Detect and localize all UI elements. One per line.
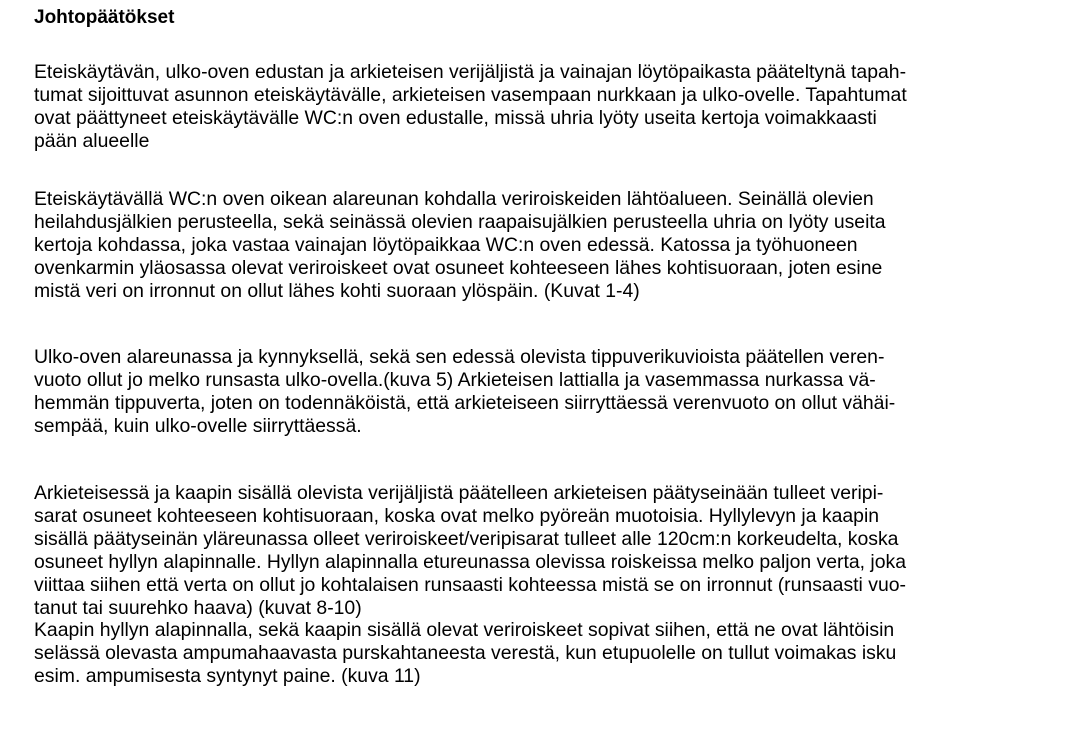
paragraph-3: [34, 346, 895, 438]
text-line: mistä veri on irronnut on ollut lähes kohti suoraan ylöspäin. (Kuvat 1-4): [34, 279, 640, 302]
text-line: ovat päättyneet eteiskäytävälle WC:n oven edustalle, missä uhria lyöty useita kertoja voimakkaasti: [34, 106, 877, 129]
text-line: tumat sijoittuvat asunnon eteiskäytävälle, arkieteisen vasempaan nurkkaan ja ulko-ovelle. Tapahtumat: [34, 83, 907, 106]
paragraph-4: [34, 482, 906, 688]
text-line: heilahdusjälkien perusteella, sekä seinässä olevien raapaisujälkien perusteella uhria on lyöty useita: [34, 210, 886, 233]
text-line: Kaapin hyllyn alapinnalla, sekä kaapin sisällä olevat veriroiskeet sopivat siihen, että ne ovat lähtöisin: [34, 619, 895, 642]
text-line: sisällä päätyseinän yläreunassa olleet veriroiskeet/veripisarat tulleet alle 120cm:n korkeudelta, koska: [34, 527, 899, 550]
text-line: ovenkarmin yläosassa olevat veriroiskeet ovat osuneet kohteeseen lähes kohtisuoraan, joten esine: [34, 256, 883, 279]
text-line: Arkieteisessä ja kaapin sisällä olevista verijäljistä päätelleen arkieteisen päätyseinään tulleet veripi-: [34, 482, 884, 504]
text-line: Eteiskäytävällä WC:n oven oikean alareunan kohdalla veriroiskeiden lähtöalueen. Seinällä olevien: [34, 188, 874, 210]
text-line: vuoto ollut jo melko runsasta ulko-ovella.(kuva 5) Arkieteisen lattialla ja vasemmassa nurkassa vä-: [34, 368, 876, 391]
paragraph-1: [34, 61, 907, 153]
document-heading: Johtopäätökset: [34, 7, 175, 28]
text-line: sarat osuneet kohteeseen kohtisuoraan, koska ovat melko pyöreän muotoisia. Hyllylevyn ja kaapin: [34, 504, 880, 527]
text-line: pään alueelle: [34, 129, 150, 152]
text-line: esim. ampumisesta syntynyt paine. (kuva 11): [34, 665, 421, 688]
text-line: sempää, kuin ulko-ovelle siirryttäessä.: [34, 414, 362, 437]
text-line: kertoja kohdassa, joka vastaa vainajan löytöpaikkaa WC:n oven edessä. Katossa ja työhuoneen: [34, 233, 858, 256]
text-line: osuneet hyllyn alapinnalle. Hyllyn alapinnalla etureunassa olevissa roiskeissa melko paljon verta, joka: [34, 550, 906, 573]
text-line: Eteiskäytävän, ulko-oven edustan ja arkieteisen verijäljistä ja vainajan löytöpaikasta pääteltynä tapah-: [34, 61, 907, 83]
text-line: Ulko-oven alareunassa ja kynnyksellä, sekä sen edessä olevista tippuverikuvioista päätellen veren-: [34, 346, 885, 368]
text-line: viittaa siihen että verta on ollut jo kohtalaisen runsaasti kohteessa mistä se on irronnut (runsaasti vuo-: [34, 573, 906, 596]
text-line: hemmän tippuverta, joten on todennäköistä, että arkieteiseen siirryttäessä verenvuoto on ollut vähäi-: [34, 391, 896, 414]
text-line: tanut tai suurehko haava) (kuvat 8-10): [34, 596, 362, 619]
text-line: selässä olevasta ampumahaavasta purskahtaneesta verestä, kun etupuolelle on tullut voimakas isku: [34, 642, 897, 665]
paragraph-2: [34, 188, 886, 303]
